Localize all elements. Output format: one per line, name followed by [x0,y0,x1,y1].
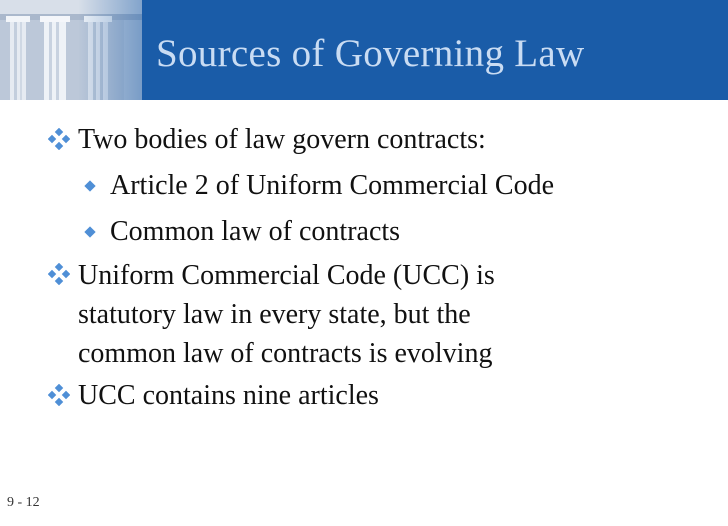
bullet-text-line: statutory law in every state, but the [78,299,471,330]
slide-title: Sources of Governing Law [156,32,585,75]
sub-bullet-text: Common law of contracts [110,216,401,247]
bullet-text-line: Uniform Commercial Code (UCC) is [78,260,495,291]
small-diamond-bullet-icon [84,226,96,238]
page-number: 9 - 12 [7,495,40,510]
bullet-text [78,256,495,373]
diamond-bullet-icon [48,263,70,285]
bullet-text: UCC contains nine articles [78,380,379,411]
sub-bullet-text: Article 2 of Uniform Commercial Code [110,170,554,201]
diamond-bullet-icon [48,128,70,150]
bullet-text-line: common law of contracts is evolving [78,338,493,369]
bullet-text: Two bodies of law govern contracts: [78,124,486,155]
diamond-bullet-icon [48,384,70,406]
small-diamond-bullet-icon [84,180,96,192]
